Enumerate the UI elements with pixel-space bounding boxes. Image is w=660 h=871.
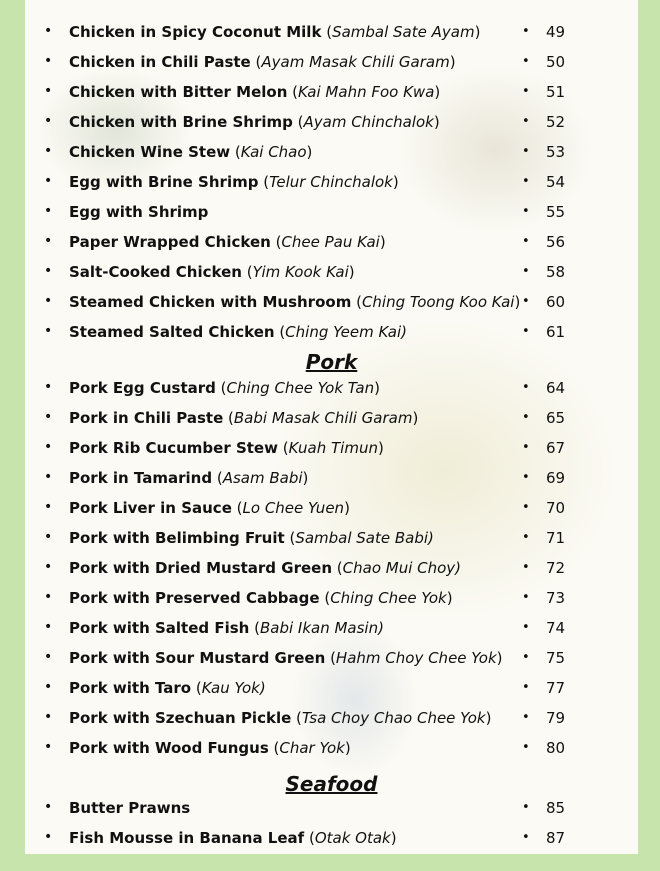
dish-label: Pork in Chili Paste (Babi Masak Chili Garam) [69,409,419,427]
dish-alt-name: Sambal Sate Babi) [295,529,434,547]
page-bullet: • [522,54,530,69]
section-heading-pork: Pork [305,350,358,374]
dish-alt-name: Ching Chee Yok Tan [226,379,375,397]
list-bullet: • [44,829,53,845]
list-bullet: • [44,323,53,339]
list-item [25,78,638,108]
page-number: 60 [546,293,566,311]
dish-alt-name: Kai Chao [240,143,307,161]
dish-name: Pork Egg Custard [69,379,216,397]
page-bullet: • [522,560,530,575]
dish-name: Pork with Taro [69,679,192,697]
dish-alt-name: Kuah Timun [288,439,378,457]
dish-label: Pork with Salted Fish (Babi Ikan Masin) [69,619,384,637]
list-bullet: • [44,619,53,635]
dish-label: Pork with Dried Mustard Green (Chao Mui Choy) [69,559,462,577]
page-bullet: • [522,264,530,279]
dish-label: Chicken in Spicy Coconut Milk (Sambal Sate Ayam) [69,23,481,41]
page-number: 75 [546,649,566,667]
list-bullet: • [44,709,53,725]
dish-alt-name: Ching Chee Yok [330,589,447,607]
dish-label: Salt-Cooked Chicken (Yim Kook Kai) [69,263,355,281]
list-item [25,374,638,404]
page-bullet: • [522,24,530,39]
list-item [25,704,638,734]
page-bullet: • [522,440,530,455]
dish-alt-name: Chee Pau Kai [281,233,380,251]
page-number: 51 [546,83,566,101]
page-bullet: • [522,144,530,159]
dish-name: Pork with Salted Fish [69,619,250,637]
list-bullet: • [44,559,53,575]
list-item [25,614,638,644]
dish-name: Steamed Chicken with Mushroom [69,293,352,311]
dish-alt-name: Kau Yok) [201,679,266,697]
dish-alt-name: Hahm Choy Chee Yok [335,649,497,667]
list-bullet: • [44,649,53,665]
list-item [25,48,638,78]
list-bullet: • [44,589,53,605]
page-number: 53 [546,143,566,161]
dish-alt-name: Babi Masak Chili Garam [233,409,413,427]
page-bullet: • [522,830,530,845]
list-bullet: • [44,739,53,755]
menu-page [25,0,638,854]
list-item [25,644,638,674]
page-bullet: • [522,204,530,219]
dish-name: Salt-Cooked Chicken [69,263,242,281]
dish-name: Pork Liver in Sauce [69,499,232,517]
page-number: 54 [546,173,566,191]
dish-label [69,799,190,817]
page-number: 58 [546,263,566,281]
page-number: 80 [546,739,566,757]
list-bullet: • [44,173,53,189]
section-heading-seafood: Seafood [285,772,378,796]
page-bullet: • [522,294,530,309]
dish-name: Butter Prawns [69,799,191,817]
dish-name: Pork Rib Cucumber Stew [69,439,278,457]
list-bullet: • [44,469,53,485]
list-bullet: • [44,23,53,39]
dish-alt-name: Babi Ikan Masin) [259,619,384,637]
dish-label: Steamed Chicken with Mushroom (Ching Toong Koo Kai) [69,293,521,311]
dish-label: Paper Wrapped Chicken (Chee Pau Kai) [69,233,386,251]
list-item [25,318,638,348]
dish-label: Chicken in Chili Paste (Ayam Masak Chili Garam) [69,53,456,71]
dish-alt-name: Lo Chee Yuen [242,499,345,517]
page-bullet: • [522,680,530,695]
dish-name: Pork in Chili Paste [69,409,224,427]
dish-name: Chicken Wine Stew [69,143,231,161]
dish-alt-name: Char Yok [279,739,345,757]
dish-label: Pork Rib Cucumber Stew (Kuah Timun) [69,439,384,457]
dish-name: Pork with Szechuan Pickle [69,709,292,727]
page-bullet: • [522,650,530,665]
dish-label [69,203,208,221]
dish-label: Steamed Salted Chicken (Ching Yeem Kai) [69,323,407,341]
page-number: 70 [546,499,566,517]
page-number: 65 [546,409,566,427]
list-bullet: • [44,439,53,455]
list-item [25,584,638,614]
dish-name: Pork with Dried Mustard Green [69,559,333,577]
dish-alt-name: Otak Otak [314,829,391,847]
list-bullet: • [44,263,53,279]
list-bullet: • [44,113,53,129]
page-bullet: • [522,84,530,99]
page-bullet: • [522,710,530,725]
list-item [25,198,638,228]
list-item [25,554,638,584]
page-bullet: • [522,470,530,485]
page-number: 61 [546,323,566,341]
page-number: 74 [546,619,566,637]
dish-name: Fish Mousse in Banana Leaf [69,829,305,847]
dish-name: Chicken in Chili Paste [69,53,251,71]
list-item [25,494,638,524]
list-item [25,794,638,824]
page-number: 71 [546,529,566,547]
page-bullet: • [522,740,530,755]
page-number: 55 [546,203,566,221]
list-bullet: • [44,679,53,695]
dish-name: Pork with Preserved Cabbage [69,589,320,607]
dish-alt-name: Asam Babi [222,469,303,487]
page-bullet: • [522,324,530,339]
dish-label: Egg with Brine Shrimp (Telur Chinchalok) [69,173,399,191]
dish-alt-name: Ching Toong Koo Kai [361,293,515,311]
list-bullet: • [44,409,53,425]
list-item [25,228,638,258]
list-item [25,464,638,494]
dish-name: Paper Wrapped Chicken [69,233,271,251]
dish-name: Egg with Brine Shrimp [69,173,259,191]
dish-label: Chicken with Brine Shrimp (Ayam Chinchalok) [69,113,440,131]
page-bullet: • [522,174,530,189]
list-item [25,434,638,464]
page-bullet: • [522,800,530,815]
dish-label: Pork with Wood Fungus (Char Yok) [69,739,351,757]
list-bullet: • [44,53,53,69]
dish-alt-name: Chao Mui Choy) [342,559,462,577]
dish-label: Pork with Sour Mustard Green (Hahm Choy Chee Yok) [69,649,503,667]
page-bullet: • [522,590,530,605]
list-item [25,734,638,764]
dish-label: Pork with Preserved Cabbage (Ching Chee Yok) [69,589,453,607]
dish-label: Pork Liver in Sauce (Lo Chee Yuen) [69,499,350,517]
list-bullet: • [44,143,53,159]
page-number: 67 [546,439,566,457]
page-number: 85 [546,799,566,817]
dish-name: Egg with Shrimp [69,203,209,221]
page-number: 72 [546,559,566,577]
list-item [25,824,638,854]
dish-name: Chicken in Spicy Coconut Milk [69,23,322,41]
list-bullet: • [44,293,53,309]
list-item [25,404,638,434]
dish-label: Pork Egg Custard (Ching Chee Yok Tan) [69,379,380,397]
list-item [25,18,638,48]
dish-name: Chicken with Bitter Melon [69,83,288,101]
dish-label: Pork with Belimbing Fruit (Sambal Sate Babi) [69,529,434,547]
dish-alt-name: Ching Yeem Kai) [285,323,407,341]
page-number: 49 [546,23,566,41]
page-number: 87 [546,829,566,847]
dish-alt-name: Ayam Masak Chili Garam [261,53,450,71]
page-number: 50 [546,53,566,71]
dish-name: Pork with Belimbing Fruit [69,529,285,547]
dish-name: Pork with Sour Mustard Green [69,649,326,667]
page-number: 73 [546,589,566,607]
dish-label: Chicken with Bitter Melon (Kai Mahn Foo Kwa) [69,83,441,101]
dish-alt-name: Tsa Choy Chao Chee Yok [301,709,486,727]
list-bullet: • [44,233,53,249]
dish-alt-name: Ayam Chinchalok [303,113,434,131]
dish-alt-name: Telur Chinchalok [269,173,393,191]
dish-alt-name: Sambal Sate Ayam [332,23,475,41]
page-bullet: • [522,114,530,129]
list-bullet: • [44,799,53,815]
dish-label: Pork with Taro (Kau Yok) [69,679,266,697]
page-bullet: • [522,410,530,425]
list-item [25,524,638,554]
list-bullet: • [44,529,53,545]
dish-label: Pork with Szechuan Pickle (Tsa Choy Chao Chee Yok) [69,709,492,727]
dish-name: Chicken with Brine Shrimp [69,113,293,131]
list-item [25,674,638,704]
list-item [25,288,638,318]
page-bullet: • [522,234,530,249]
page-number: 56 [546,233,566,251]
list-bullet: • [44,379,53,395]
page-number: 52 [546,113,566,131]
dish-alt-name: Yim Kook Kai [252,263,349,281]
dish-name: Pork in Tamarind [69,469,213,487]
dish-alt-name: Kai Mahn Foo Kwa [298,83,435,101]
list-bullet: • [44,83,53,99]
dish-label: Chicken Wine Stew (Kai Chao) [69,143,313,161]
dish-label: Pork in Tamarind (Asam Babi) [69,469,309,487]
page-number: 77 [546,679,566,697]
list-bullet: • [44,203,53,219]
list-item [25,108,638,138]
dish-name: Pork with Wood Fungus [69,739,269,757]
page-number: 64 [546,379,566,397]
list-item [25,258,638,288]
list-bullet: • [44,499,53,515]
page-bullet: • [522,380,530,395]
page-bullet: • [522,530,530,545]
dish-name: Steamed Salted Chicken [69,323,275,341]
page-bullet: • [522,500,530,515]
page-number: 69 [546,469,566,487]
page-number: 79 [546,709,566,727]
list-item [25,138,638,168]
list-item [25,168,638,198]
dish-label: Fish Mousse in Banana Leaf (Otak Otak) [69,829,397,847]
page-bullet: • [522,620,530,635]
